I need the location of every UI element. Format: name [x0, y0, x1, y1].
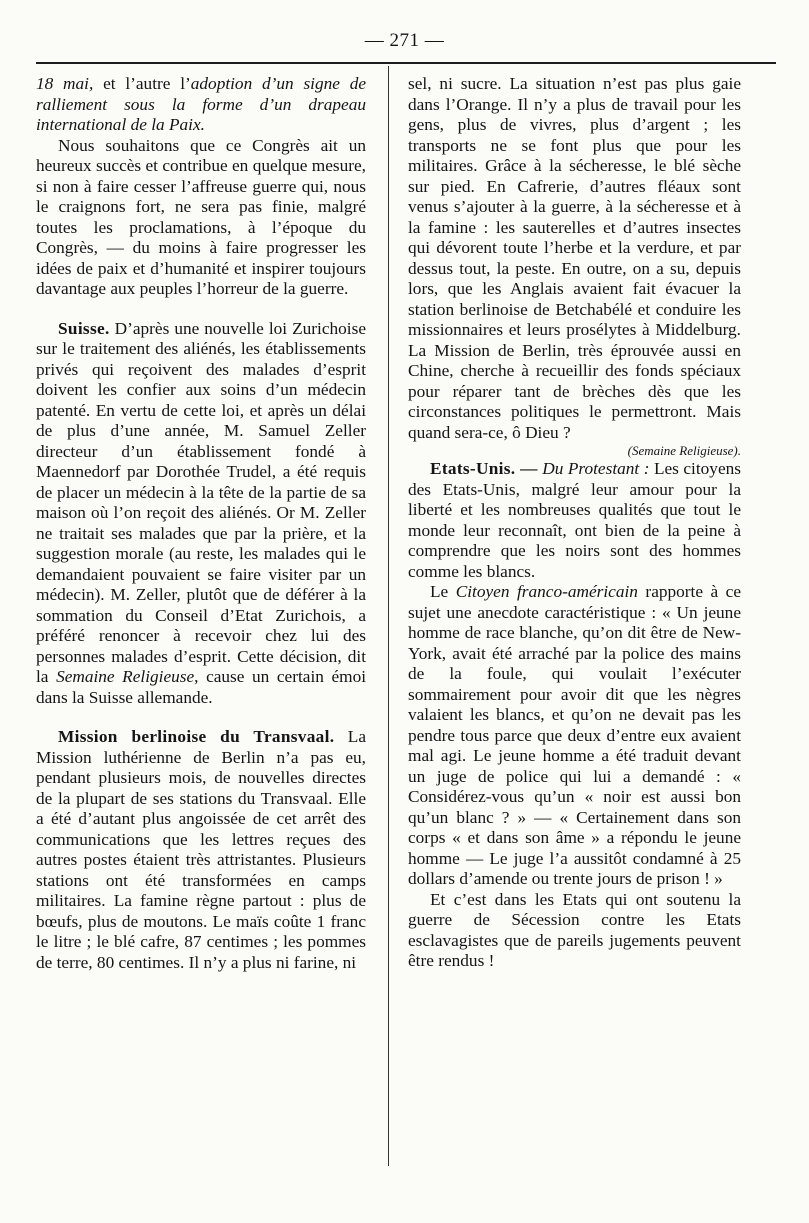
article-mission: [36, 727, 366, 973]
article-etats-unis-text: Les citoyens des Etats-Unis, malgré leur amour pour la liberté et les nombreuses qualités que tout le monde leur reconnaît, ont bien de la peine à comprendre que les noirs sont des hommes comme les blancs.: [408, 459, 741, 581]
italic-source: Du Protestant :: [542, 459, 650, 478]
paragraph-congress-wish: Nous souhaitons que ce Congrès ait un heureux succès et contribue en quelque mesure, si non à faire cesser l’affreuse guerre qui, nous le craignons fort, ne sera pas finie, malgré toutes les proclamations, à l’époque du Congrès, — du moins à faire progresser les idées de paix et d’humanité et inspirer toujours davantage aux peuples l’horreur de la guerre.: [36, 135, 366, 298]
article-mission-text: La Mission luthérienne de Berlin n’a pas eu, pendant plusieurs mois, de nouvelles directes de la plupart de ses stations du Transvaal. Elle a été d’autant plus angoissée de cet arrêt des communications que les lettres reçues des autres postes étaient très attristantes. Plusieurs stations ont été transformées en camps militaires. La famine règne partout : plus de bœufs, plus de moutons. Le maïs coûte 1 franc le litre ; le blé cafre, 87 centimes ; les pommes de terre, 80 centimes. Il n’y a plus ni farine, ni: [36, 727, 366, 972]
section-gap: [36, 300, 366, 319]
paragraph-anecdote-text: rapporte à ce sujet une anecdote caractéristique : « Un jeune homme de race blanche, qu’on dit être de New-York, avait été arraché par la police des mains de la foule, qui voulait l’exécuter sommairement pour avoir dit que les nègres valaient les blancs, et qu’on ne devait pas les pendre tous parce que deux d’entre eux avaient mal agi. Le jeune homme a été traduit devant un juge de police qui lui a demandé : « Considérez-vous qu’un « noir est aussi bon qu’un blanc ? » — « Certainement dans son corps « et dans son âme » a répondu le jeune homme — Le juge l’a aussitôt condamné à 25 dollars d’amende ou trente jours de prison ! »: [408, 582, 742, 888]
italic-source: Semaine Religieuse: [56, 667, 195, 686]
paragraph-congress-end: [36, 74, 366, 136]
paragraph-text: Le: [430, 582, 456, 601]
paragraph-anecdote: [408, 582, 741, 890]
heading-etats-unis: Etats-Unis. —: [430, 459, 538, 478]
page-number: — 271 —: [364, 30, 445, 51]
italic-date: 18 mai,: [36, 74, 94, 93]
article-mission-continued: sel, ni sucre. La situation n’est pas plus gaie dans l’Orange. Il n’y a plus de travail pour les gens, plus de vivres, plus d’argent ; les transports ne se font plus que pour les militaires. Grâce à la sécheresse, le blé sèche sur pied. En Cafrerie, d’autres fléaux sont venus s’ajouter à la guerre, à la sécheresse et à la famine : les sauterelles et d’autres insectes qui dévorent toute l’herbe et la verdure, et par dessus tout, la peste. En outre, on a su, depuis lors, que les Anglais avaient fait évacuer la station berlinoise de Betchabélé et conduire les missionnaires et leurs prosélytes à Middelburg. La Mission de Berlin, très éprouvée aussi en Chine, cherche à recueillir des fonds spéciaux pour réparer tant de brèches dès que les circonstances politiques le permettront. Mais quand sera-ce, ô Dieu ?: [408, 74, 741, 442]
heading-mission-berlinoise: Mission berlinoise du Transvaal.: [58, 727, 335, 746]
right-column: [408, 74, 741, 972]
article-suisse: [36, 319, 366, 709]
italic-phrase: adoption d’un signe de ralliement sous la forme d’un drapeau international de la Paix.: [36, 74, 367, 134]
italic-publication: Citoyen franco-américain: [455, 582, 638, 601]
section-gap: [36, 708, 366, 727]
header-rule: [36, 62, 776, 64]
article-etats-unis: [408, 459, 741, 582]
paragraph-text: et l’autre l’: [93, 74, 191, 93]
article-suisse-text: D’après une nouvelle loi Zurichoise sur le traitement des aliénés, les établissements privés qui reçoivent des malades d’esprit doivent les confier aux soins d’un médecin patenté. En vertu de cette loi, et après un délai de plus d’une année, M. Samuel Zeller directeur d’un établissement fondé à Maennedorf par Dorothée Trudel, a été requis de placer un médecin à la tête de la partie de sa maison où l’on reçoit des aliénés. Or M. Zeller ne traitait ses malades que par la prière, et la suggestion morale (au reste, les malades qui le demandaient pouvaient se faire visiter par un médecin). M. Zeller, plutôt que de déférer à la sommation du Conseil d’Etat Zurichois, a préféré renoncer à recevoir chez lui des personnes malades d’esprit. Cette décision, dit la: [36, 318, 366, 686]
left-column: [36, 74, 366, 973]
paragraph-conclusion: Et c’est dans les Etats qui ont soutenu la guerre de Sécession contre les Etats esclavagistes que de pareils jugements peuvent être rendus !: [408, 889, 741, 970]
column-divider: [388, 66, 389, 1166]
article-suisse-text-end: , cause un certain émoi dans la Suisse allemande.: [36, 667, 367, 707]
heading-suisse: Suisse.: [58, 318, 110, 338]
source-citation: (Semaine Religieuse).: [627, 443, 741, 458]
